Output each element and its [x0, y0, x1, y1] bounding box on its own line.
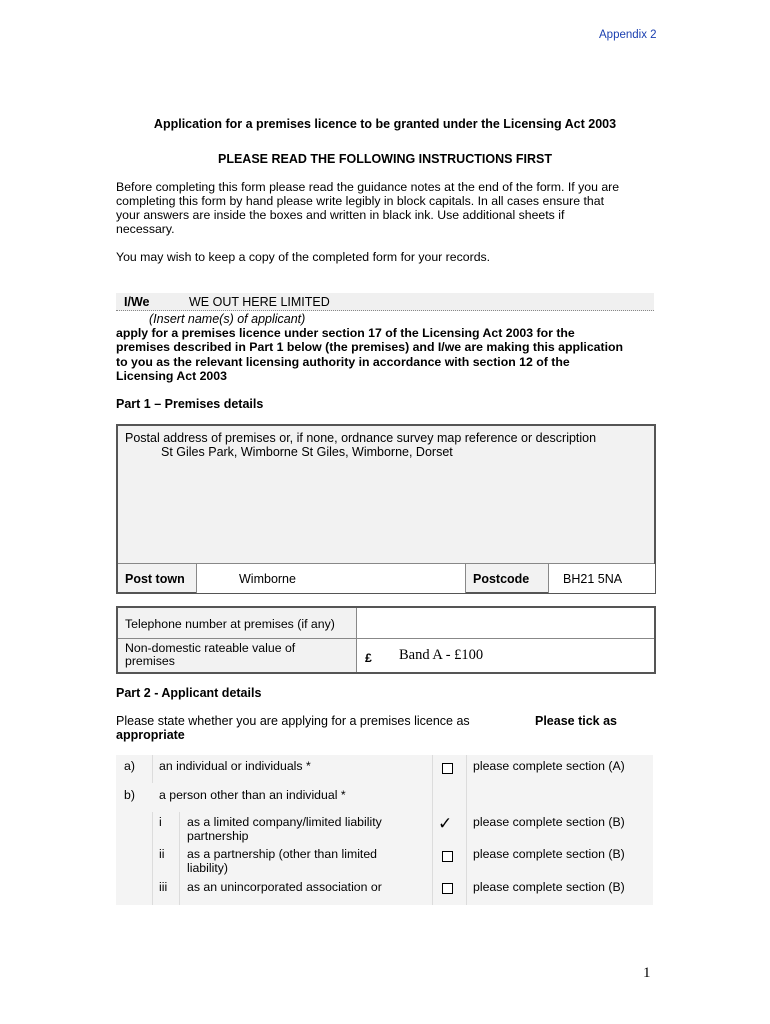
subrow-marker: iii — [159, 880, 168, 894]
tick-instruction-continued: appropriate — [116, 728, 185, 742]
telephone-label: Telephone number at premises (if any) — [125, 617, 335, 631]
rateable-value-label: Non-domestic rateable value of premises — [125, 641, 296, 668]
page-number: 1 — [643, 965, 651, 981]
post-town-field[interactable] — [196, 564, 465, 593]
records-note: You may wish to keep a copy of the completed form for your records. — [116, 250, 491, 264]
post-town-label-cell — [118, 564, 196, 593]
individual-option-label: an individual or individuals * — [159, 759, 311, 773]
application-statement: apply for a premises licence under section 17 of the Licensing Act 2003 for the premises described in Part 1 below (the premises) and I/we are making this application to you as the relevant licensing authority in accordance with section 12 of the Licensing Act 2003 — [116, 326, 624, 383]
tick-instruction: Please tick as — [535, 714, 618, 728]
limited-company-option-label: as a limited company/limited liability partnership — [187, 815, 382, 843]
postal-address-label: Postal address of premises or, if none, ordnance survey map reference or description — [125, 431, 597, 445]
post-town-label: Post town — [125, 572, 185, 586]
applicant-name-value: WE OUT HERE LIMITED — [189, 295, 330, 309]
applicant-type-table — [116, 755, 653, 905]
table-divider — [152, 812, 153, 905]
limited-company-checkbox-checked[interactable]: ✓ — [438, 814, 453, 834]
unincorporated-association-checkbox[interactable] — [442, 883, 453, 894]
telephone-row — [118, 608, 654, 639]
table-divider — [466, 755, 467, 905]
table-divider — [179, 812, 180, 905]
appendix-label: Appendix 2 — [599, 29, 657, 41]
currency-symbol: £ — [365, 651, 372, 665]
postcode-label: Postcode — [473, 572, 530, 586]
table-divider — [152, 755, 153, 783]
applicant-name-note: (Insert name(s) of applicant) — [149, 312, 306, 326]
individual-option-action: please complete section (A) — [473, 759, 625, 773]
column-divider — [356, 608, 357, 672]
applicant-type-question: Please state whether you are applying for a premises licence as — [116, 714, 470, 728]
subrow-marker: ii — [159, 847, 165, 861]
individual-checkbox[interactable] — [442, 763, 453, 774]
instructions-heading: PLEASE READ THE FOLLOWING INSTRUCTIONS FIRST — [217, 152, 553, 166]
subrow-marker: i — [159, 815, 162, 829]
form-title: Application for a premises licence to be granted under the Licensing Act 2003 — [153, 117, 617, 131]
post-town-value: Wimborne — [239, 572, 296, 586]
postal-address-field[interactable]: St Giles Park, Wimborne St Giles, Wimborne, Dorset — [161, 445, 453, 459]
limited-company-option-action: please complete section (B) — [473, 815, 625, 829]
postcode-field[interactable] — [548, 564, 655, 593]
postcode-value: BH21 5NA — [563, 572, 623, 586]
part1-heading: Part 1 – Premises details — [116, 397, 264, 411]
part2-heading: Part 2 - Applicant details — [116, 686, 262, 700]
applicant-label: I/We — [124, 295, 150, 309]
instructions-paragraph: Before completing this form please read the guidance notes at the end of the form. If you are completing this form by hand please write legibly in block capitals. In all cases ensure that your answers are inside the boxes and written in black ink. Use additional sheets if necessary. — [116, 180, 620, 236]
unincorporated-association-option-label: as an unincorporated association or — [187, 880, 382, 894]
premises-details-box — [116, 606, 656, 674]
row-marker: a) — [124, 759, 135, 773]
other-person-option-label: a person other than an individual * — [159, 788, 346, 802]
row-marker: b) — [124, 788, 135, 802]
partnership-checkbox[interactable] — [442, 851, 453, 862]
partnership-option-action: please complete section (B) — [473, 847, 625, 861]
partnership-option-label: as a partnership (other than limited liability) — [187, 847, 378, 875]
premises-address-box — [116, 424, 656, 594]
postcode-label-cell — [465, 564, 548, 593]
post-town-row — [118, 563, 654, 593]
table-divider — [432, 755, 433, 905]
unincorporated-association-option-action: please complete section (B) — [473, 880, 625, 894]
rateable-value-field[interactable]: Band A - £100 — [399, 647, 484, 663]
